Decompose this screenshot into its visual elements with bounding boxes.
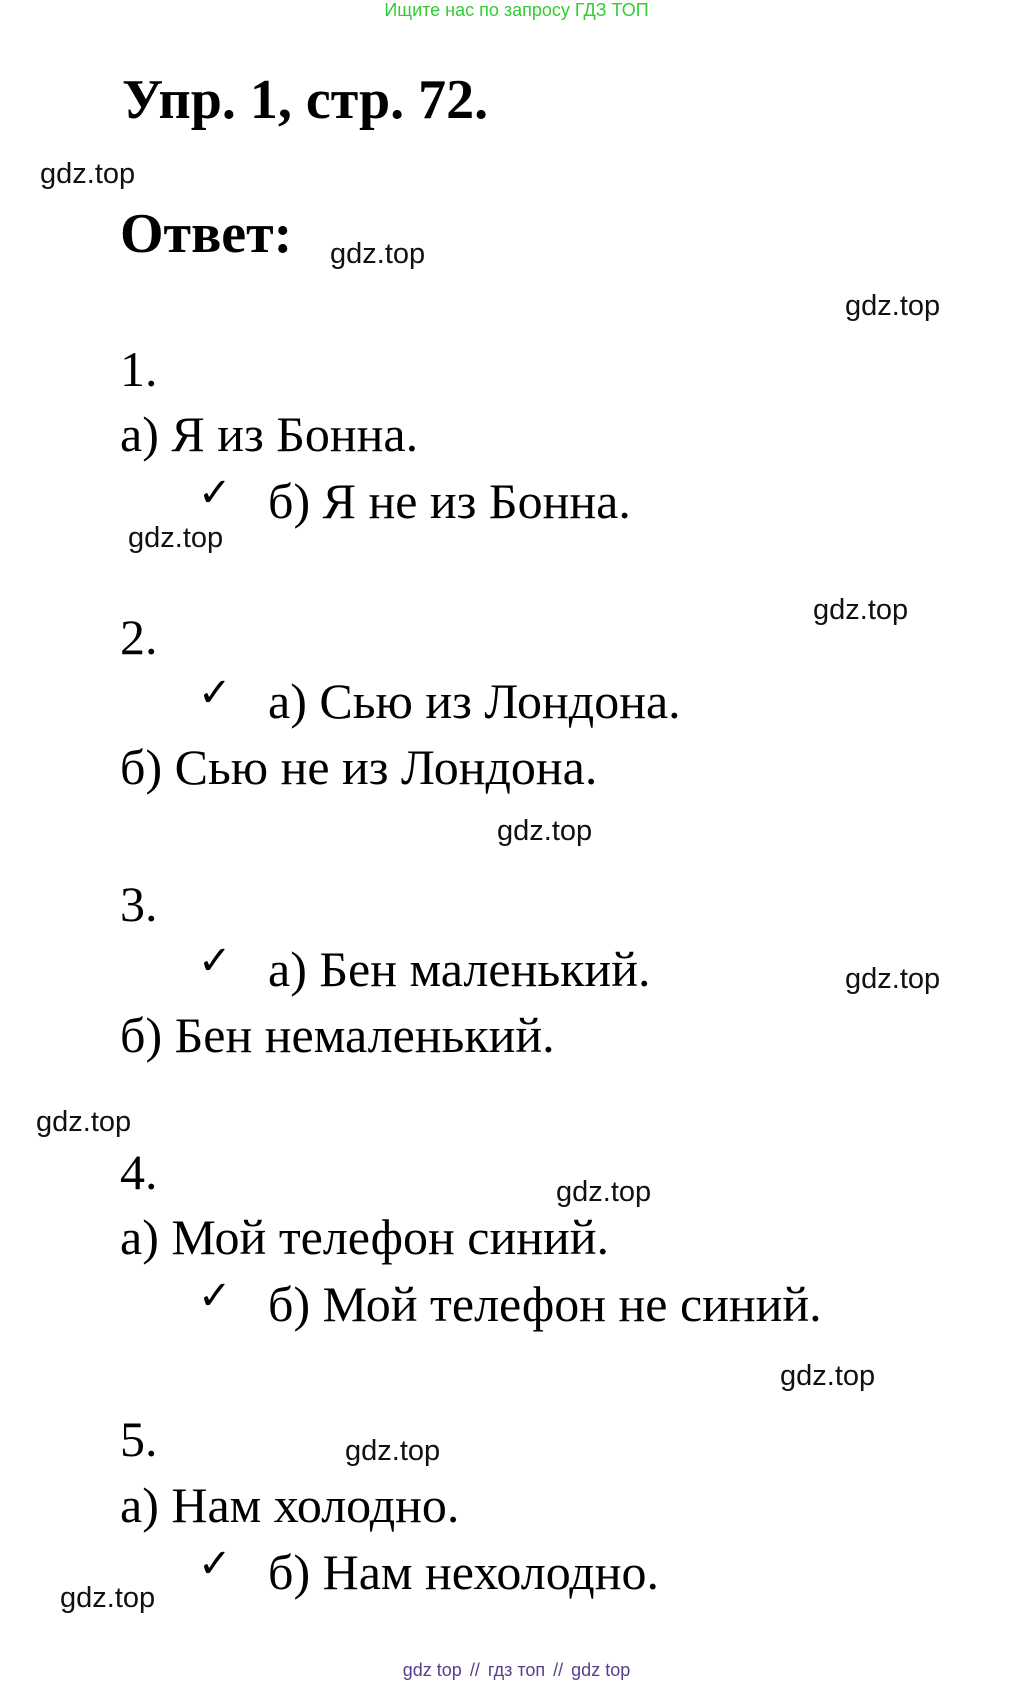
answer-label: Ответ: [120, 203, 293, 265]
watermark: gdz.top [497, 815, 593, 847]
item-2-number: 2. [120, 609, 158, 665]
exercise-title: Упр. 1, стр. 72. [122, 69, 489, 131]
item-2-option-b: б) Сью не из Лондона. [120, 739, 598, 795]
item-4-number: 4. [120, 1144, 158, 1200]
watermark: gdz.top [780, 1360, 876, 1392]
item-2-option-a: а) Сью из Лондона. [268, 673, 681, 729]
top-banner: Ищите нас по запросу ГДЗ ТОП [384, 0, 649, 20]
item-3-option-b: б) Бен немаленький. [120, 1007, 555, 1063]
watermark: gdz.top [60, 1582, 156, 1614]
item-5-option-a: а) Нам холодно. [120, 1477, 460, 1533]
watermark: gdz.top [128, 522, 224, 554]
item-1-number: 1. [120, 341, 158, 397]
footer-part: гдз топ [487, 1660, 546, 1680]
watermark: gdz.top [36, 1106, 132, 1138]
watermark: gdz.top [813, 594, 909, 626]
item-4-option-a: а) Мой телефон синий. [120, 1209, 609, 1265]
check-mark-icon: ✓ [198, 938, 232, 984]
watermark: gdz.top [330, 238, 426, 270]
watermark: gdz.top [845, 963, 941, 995]
watermark: gdz.top [556, 1176, 652, 1208]
watermark: gdz.top [40, 158, 136, 190]
check-mark-icon: ✓ [198, 1541, 232, 1587]
item-3-option-a: а) Бен маленький. [268, 941, 651, 997]
item-1-option-a: а) Я из Бонна. [120, 406, 419, 462]
check-mark-icon: ✓ [198, 670, 232, 716]
footer-part: gdz top [571, 1660, 631, 1680]
check-mark-icon: ✓ [198, 1273, 232, 1319]
item-1-option-b: б) Я не из Бонна. [268, 473, 631, 529]
check-mark-icon: ✓ [198, 470, 232, 516]
footer-separator: // [553, 1660, 564, 1680]
footer-part: gdz top [402, 1660, 462, 1680]
footer-separator: // [469, 1660, 480, 1680]
item-5-number: 5. [120, 1411, 158, 1467]
footer-watermark [0, 1660, 1033, 1681]
item-5-option-b: б) Нам нехолодно. [268, 1544, 659, 1600]
watermark: gdz.top [345, 1435, 441, 1467]
item-3-number: 3. [120, 876, 158, 932]
watermark: gdz.top [845, 290, 941, 322]
item-4-option-b: б) Мой телефон не синий. [268, 1276, 822, 1332]
